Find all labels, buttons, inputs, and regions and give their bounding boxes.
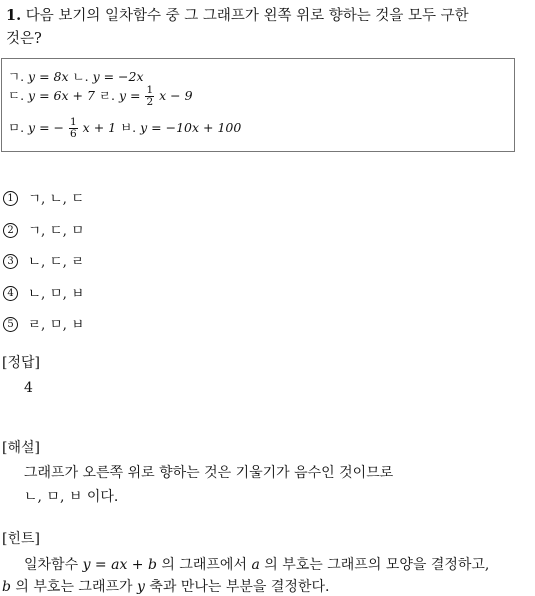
- box-row-2: [8, 85, 193, 108]
- option-text-4: ㄴ, ㅁ, ㅂ: [28, 286, 85, 302]
- hint-math-1: y = ax + b: [82, 557, 157, 573]
- fraction-denominator: 6: [70, 128, 77, 140]
- item-expr-n: y = −2x: [92, 69, 144, 84]
- question-line-2: [6, 27, 42, 48]
- explanation-line-2: ㄴ, ㅁ, ㅂ 이다.: [24, 489, 119, 505]
- item-expr-g: y = 8x: [28, 69, 69, 84]
- explanation-label: [해설]: [2, 440, 40, 456]
- hint-text-1c: 의 부호는 그래프의 모양을 결정하고,: [264, 557, 490, 573]
- item-label-d: ㄷ.: [8, 88, 25, 103]
- hint-line-1: [24, 554, 489, 574]
- option-number-2: 2: [3, 223, 18, 238]
- question-line-1: [6, 4, 469, 25]
- item-label-n: ㄴ.: [72, 69, 89, 84]
- item-expr-d: y = 6x + 7: [28, 88, 95, 103]
- option-text-2: ㄱ, ㄷ, ㅁ: [28, 223, 85, 239]
- box-row-1: [8, 67, 144, 85]
- option-text-1: ㄱ, ㄴ, ㄷ: [28, 191, 85, 207]
- hint-label: [힌트]: [2, 531, 40, 547]
- choices-box: [1, 58, 515, 152]
- answer-value: 4: [24, 380, 33, 396]
- fraction-numerator: 1: [70, 116, 77, 128]
- item-expr-m-pre: y = −: [28, 120, 65, 135]
- option-number-5: 5: [3, 317, 18, 332]
- fraction-numerator: 1: [146, 84, 154, 96]
- item-expr-m-post: x + 1: [82, 120, 117, 135]
- option-text-3: ㄴ, ㄷ, ㄹ: [28, 254, 85, 270]
- hint-text-2b: 축과 만나는 부분을 결정한다.: [149, 579, 330, 595]
- item-expr-r-post: x − 9: [159, 88, 193, 103]
- item-label-b: ㅂ.: [120, 120, 137, 135]
- option-2[interactable]: [3, 219, 84, 239]
- question-text-2: 것은?: [6, 31, 42, 47]
- fraction-one-half: [145, 85, 154, 108]
- option-4[interactable]: [3, 282, 84, 302]
- box-row-3: [8, 117, 241, 140]
- item-expr-r-pre: y =: [118, 88, 141, 103]
- answer-label: [정답]: [2, 355, 40, 371]
- fraction-denominator: 2: [146, 96, 154, 108]
- hint-text-1b: 의 그래프에서: [161, 557, 247, 573]
- option-number-4: 4: [3, 286, 18, 301]
- option-3[interactable]: [3, 250, 84, 270]
- item-label-m: ㅁ.: [8, 120, 25, 135]
- question-number: 1.: [6, 7, 22, 24]
- question-text-1: 다음 보기의 일차함수 중 그 그래프가 왼쪽 위로 향하는 것을 모두 구한: [25, 8, 469, 24]
- hint-text-1a: 일차함수: [24, 557, 79, 573]
- hint-var-a: a: [251, 557, 260, 573]
- hint-line-2: [2, 576, 329, 596]
- option-text-5: ㄹ, ㅁ, ㅂ: [28, 317, 85, 333]
- explanation-line-1: 그래프가 오른쪽 위로 향하는 것은 기울기가 음수인 것이므로: [24, 465, 394, 481]
- option-number-3: 3: [3, 254, 18, 269]
- item-label-g: ㄱ.: [8, 69, 25, 84]
- hint-text-2a: 의 부호는 그래프가: [15, 579, 133, 595]
- option-number-1: 1: [3, 191, 18, 206]
- hint-var-y: y: [136, 579, 145, 595]
- item-label-r: ㄹ.: [98, 88, 115, 103]
- option-1[interactable]: [3, 187, 84, 207]
- hint-var-b: b: [2, 579, 11, 595]
- fraction-one-sixth: [69, 117, 78, 140]
- item-expr-b: y = −10x + 100: [140, 120, 242, 135]
- option-5[interactable]: [3, 313, 84, 333]
